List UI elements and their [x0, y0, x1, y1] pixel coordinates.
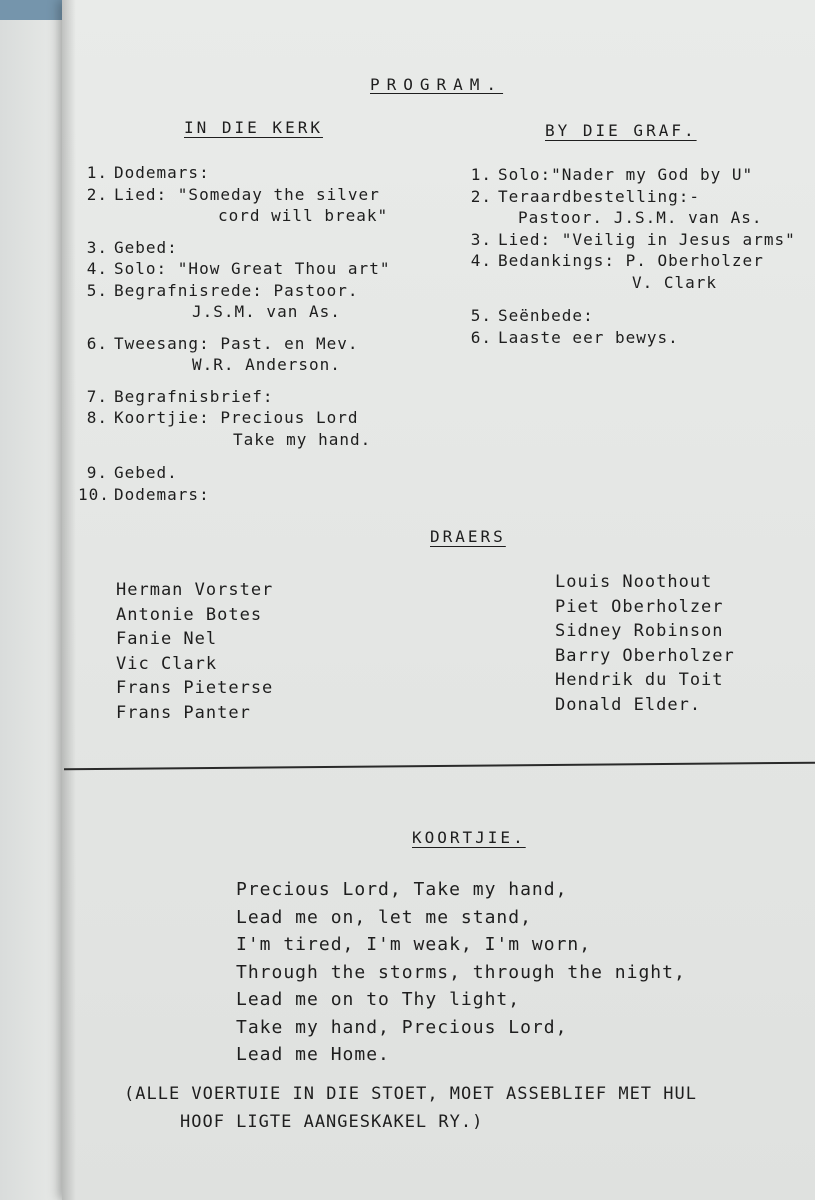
grave-heading: BY DIE GRAF. — [545, 121, 697, 140]
church-item: 7. Begrafnisbrief: — [86, 386, 274, 406]
grave-program-list — [462, 164, 796, 348]
grave-item-continued: Pastoor. J.S.M. van As. — [518, 208, 763, 227]
lyric-line: Through the storms, through the night, — [236, 961, 686, 983]
chorus-lyrics — [236, 876, 686, 1069]
bearer-name: Hendrik du Toit — [555, 670, 724, 690]
bearer-name: Frans Pieterse — [116, 678, 274, 698]
church-item: 10. Dodemars: — [78, 484, 210, 504]
church-item: 4. Solo: "How Great Thou art" — [86, 259, 391, 278]
church-item-continued: cord will break" — [218, 206, 389, 225]
bearers-left-list — [116, 578, 273, 725]
bearer-name: Sidney Robinson — [555, 621, 724, 641]
bearer-name: Piet Oberholzer — [555, 596, 724, 617]
page-fold-shadow — [62, 0, 76, 1200]
note-line: HOOF LIGTE AANGESKAKEL RY.) — [180, 1112, 484, 1132]
bearer-name: Donald Elder. — [555, 694, 702, 715]
church-heading: IN DIE KERK — [184, 118, 323, 137]
note-line: (ALLE VOERTUIE IN DIE STOET, MOET ASSEBLIEF MET HUL — [124, 1084, 697, 1104]
bearers-heading: DRAERS — [430, 527, 506, 546]
bearer-name: Vic Clark — [116, 653, 218, 674]
program-title: PROGRAM. — [370, 75, 504, 94]
bearer-name: Fanie Nel — [116, 629, 218, 649]
church-item: 3. Gebed: — [86, 237, 178, 257]
church-item: 1. Dodemars: — [86, 163, 210, 182]
chorus-heading: KOORTJIE. — [412, 828, 526, 847]
lyric-line: Precious Lord, Take my hand, — [236, 879, 568, 900]
grave-item: 6. Laaste eer bewys. — [470, 327, 679, 347]
bearer-name: Frans Panter — [116, 702, 251, 723]
church-item-continued: Take my hand. — [233, 429, 372, 449]
lyric-line: Take my hand, Precious Lord, — [236, 1016, 568, 1038]
church-item: 2. Lied: "Someday the silver — [86, 184, 380, 204]
church-item-continued: J.S.M. van As. — [192, 302, 341, 321]
lyric-line: Lead me on to Thy light, — [236, 989, 521, 1010]
grave-item: 4. Bedankings: P. Oberholzer — [470, 251, 764, 270]
grave-item: 2. Teraardbestelling:- — [470, 186, 701, 206]
church-item: 8. Koortjie: Precious Lord — [86, 408, 359, 427]
bearer-name: Louis Noothout — [555, 572, 713, 592]
grave-item: 5. Seënbede: — [470, 306, 594, 325]
church-program-list — [78, 162, 390, 505]
bearer-name: Antonie Botes — [116, 604, 263, 625]
grave-item: 1. Solo:"Nader my God by U" — [470, 165, 754, 184]
grave-item: 3. Lied: "Veilig in Jesus arms" — [470, 229, 796, 249]
bearer-name: Barry Oberholzer — [555, 645, 735, 666]
bearers-right-list — [555, 570, 735, 717]
lyric-line: I'm tired, I'm weak, I'm worn, — [236, 934, 592, 955]
grave-item-continued: V. Clark — [632, 272, 718, 292]
church-item: 6. Tweesang: Past. en Mev. — [86, 333, 359, 353]
vehicle-note — [124, 1080, 697, 1136]
church-item: 9. Gebed. — [86, 463, 178, 482]
church-item: 5. Begrafnisrede: Pastoor. — [86, 280, 359, 300]
church-item-continued: W.R. Anderson. — [192, 355, 341, 374]
lyric-line: Lead me Home. — [236, 1044, 390, 1065]
bearer-name: Herman Vorster — [116, 580, 274, 600]
lyric-line: Lead me on, let me stand, — [236, 906, 532, 928]
